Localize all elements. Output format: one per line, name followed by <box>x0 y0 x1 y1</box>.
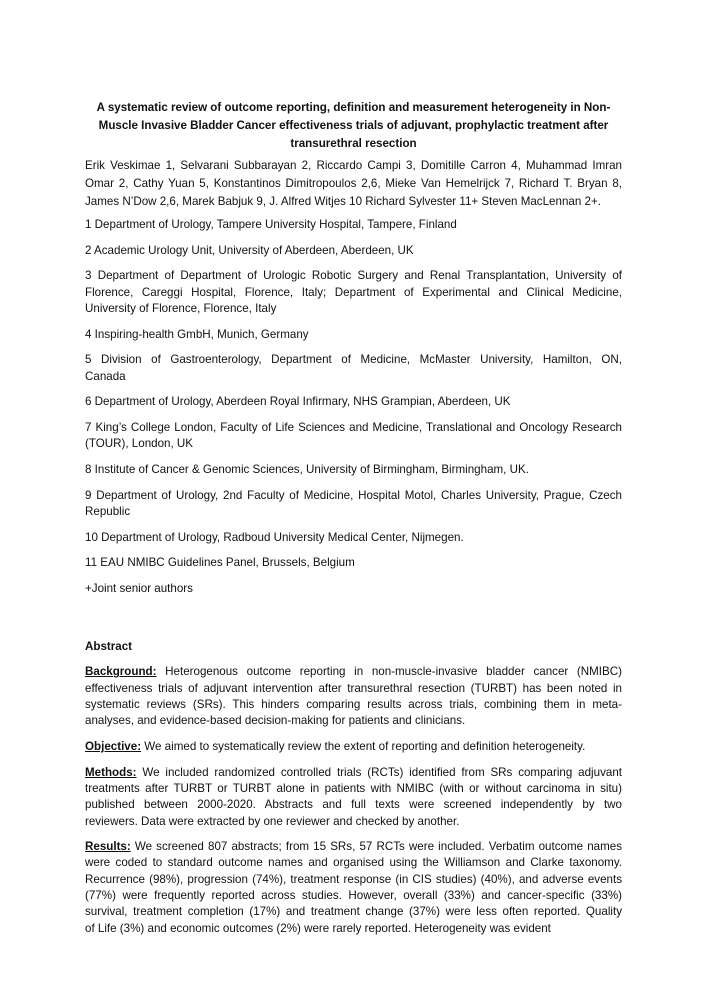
abstract-section <box>85 664 622 729</box>
abstract-line: published between 2000-2020. Abstracts and full texts were screened independently by two <box>85 798 622 812</box>
abstract-line: analyses, and evidence-based decision-making for patients and clinicians. <box>85 714 466 728</box>
affiliation-line: +Joint senior authors <box>85 582 193 596</box>
document-page <box>85 99 622 946</box>
affiliation <box>85 352 622 385</box>
title-line: A systematic review of outcome reporting, definition and measurement heterogeneity in Non- <box>96 101 611 114</box>
abstract-line: of Life (3%) and economic outcomes (2%) were rarely reported. Heterogeneity was evident <box>85 921 551 935</box>
author-list <box>85 157 622 211</box>
author-line: James N’Dow 2,6, Marek Babjuk 9, J. Alfred Witjes 10 Richard Sylvester 11+ Steven MacLennan 2+. <box>85 195 601 208</box>
paper-title <box>85 99 622 153</box>
abstract-section <box>85 839 622 937</box>
section-label: Objective: <box>85 739 142 753</box>
affiliation-line: 4 Inspiring-health GmbH, Munich, Germany <box>85 327 309 341</box>
abstract-line <box>85 839 622 855</box>
title-line: Muscle Invasive Bladder Cancer effectiveness trials of adjuvant, prophylactic treatment after <box>98 119 609 132</box>
abstract-heading: Abstract <box>85 640 133 654</box>
affiliation <box>85 394 622 410</box>
abstract-line <box>85 765 622 781</box>
abstract-line: reviewers. Data were extracted by one reviewer and checked by another. <box>85 814 460 828</box>
section-label: Results: <box>85 840 131 854</box>
abstract-section <box>85 765 622 830</box>
affiliation-line: 8 Institute of Cancer & Genomic Sciences, University of Birmingham, Birmingham, UK. <box>85 463 529 476</box>
affiliation-line: Florence, Careggi Hospital, Florence, Italy; Department of Experimental and Clinical Medicine, <box>85 285 622 299</box>
affiliation-line: 9 Department of Urology, 2nd Faculty of Medicine, Hospital Motol, Charles University, Prague, Czech <box>85 488 622 502</box>
abstract-line <box>85 739 622 755</box>
title-line: transurethral resection <box>290 137 417 150</box>
affiliation-line: 5 Division of Gastroenterology, Department of Medicine, McMaster University, Hamilton, ON, <box>85 353 622 367</box>
abstract <box>85 664 622 937</box>
affiliation-line: 3 Department of Department of Urologic Robotic Surgery and Renal Transplantation, University of <box>85 269 622 283</box>
section-text: Heterogenous outcome reporting in non-muscle-invasive bladder cancer (NMIBC) <box>156 665 622 679</box>
section-text: We included randomized controlled trials (RCTs) identified from SRs comparing adjuvant <box>136 765 622 779</box>
affiliation <box>85 488 622 521</box>
affiliation <box>85 268 622 317</box>
abstract-line: effectiveness trials of adjuvant intervention after transurethral resection (TURBT) has been noted in <box>85 681 622 695</box>
abstract-line <box>85 664 622 680</box>
author-line: Erik Veskimae 1, Selvarani Subbarayan 2, Riccardo Campi 3, Domitille Carron 4, Muhammad Imran <box>85 159 622 172</box>
abstract-line: (77%) were frequently reported across studies. However, overall (33%) and cancer-specific (33%) <box>85 889 622 903</box>
affiliation-line: University of Florence, Florence, Italy <box>85 301 277 315</box>
abstract-line: systematic reviews (SRs). This hinders comparing results across trials, combining them in meta- <box>85 697 622 711</box>
affiliation <box>85 530 622 546</box>
affiliation-line: 1 Department of Urology, Tampere University Hospital, Tampere, Finland <box>85 218 457 231</box>
affiliation-line: 10 Department of Urology, Radboud University Medical Center, Nijmegen. <box>85 530 464 544</box>
section-text: We aimed to systematically review the extent of reporting and definition heterogeneity. <box>141 739 586 753</box>
affiliation-line: Republic <box>85 504 131 518</box>
section-label: Methods: <box>85 765 137 779</box>
affiliation-line: 7 King’s College London, Faculty of Life Sciences and Medicine, Translational and Oncology Research <box>85 421 622 435</box>
affiliation <box>85 420 622 453</box>
affiliation <box>85 217 622 233</box>
abstract-line: treatments after TURBT or TURBT alone in patients with NMIBC (with or without carcinoma in situ) <box>85 781 622 795</box>
affiliations <box>85 217 622 597</box>
abstract-line: Recurrence (98%), progression (74%), treatment response (in CIS studies) (40%), and adverse events <box>85 872 622 886</box>
affiliation-line: 2 Academic Urology Unit, University of Aberdeen, Aberdeen, UK <box>85 243 414 257</box>
abstract-line: survival, treatment completion (17%) and treatment change (37%) were less often reported. Quality <box>85 905 622 919</box>
affiliation-line: Canada <box>85 369 126 383</box>
author-line: Omar 2, Cathy Yuan 5, Konstantinos Dimitropoulos 2,6, Mieke Van Hemelrijck 7, Richard T. Bryan 8, <box>85 177 622 190</box>
abstract-line: were coded to standard outcome names and organised using the Williamson and Clarke taxonomy. <box>85 856 622 870</box>
section-text: We screened 807 abstracts; from 15 SRs, 57 RCTs were included. Verbatim outcome names <box>130 840 622 854</box>
affiliation <box>85 327 622 343</box>
affiliation-line: 6 Department of Urology, Aberdeen Royal Infirmary, NHS Grampian, Aberdeen, UK <box>85 395 511 409</box>
affiliation <box>85 581 622 597</box>
abstract-section <box>85 739 622 755</box>
affiliation <box>85 462 622 478</box>
affiliation <box>85 243 622 259</box>
affiliation-line: (TOUR), London, UK <box>85 437 194 451</box>
affiliation <box>85 555 622 571</box>
affiliation-line: 11 EAU NMIBC Guidelines Panel, Brussels, Belgium <box>85 556 355 570</box>
section-label: Background: <box>85 665 157 679</box>
